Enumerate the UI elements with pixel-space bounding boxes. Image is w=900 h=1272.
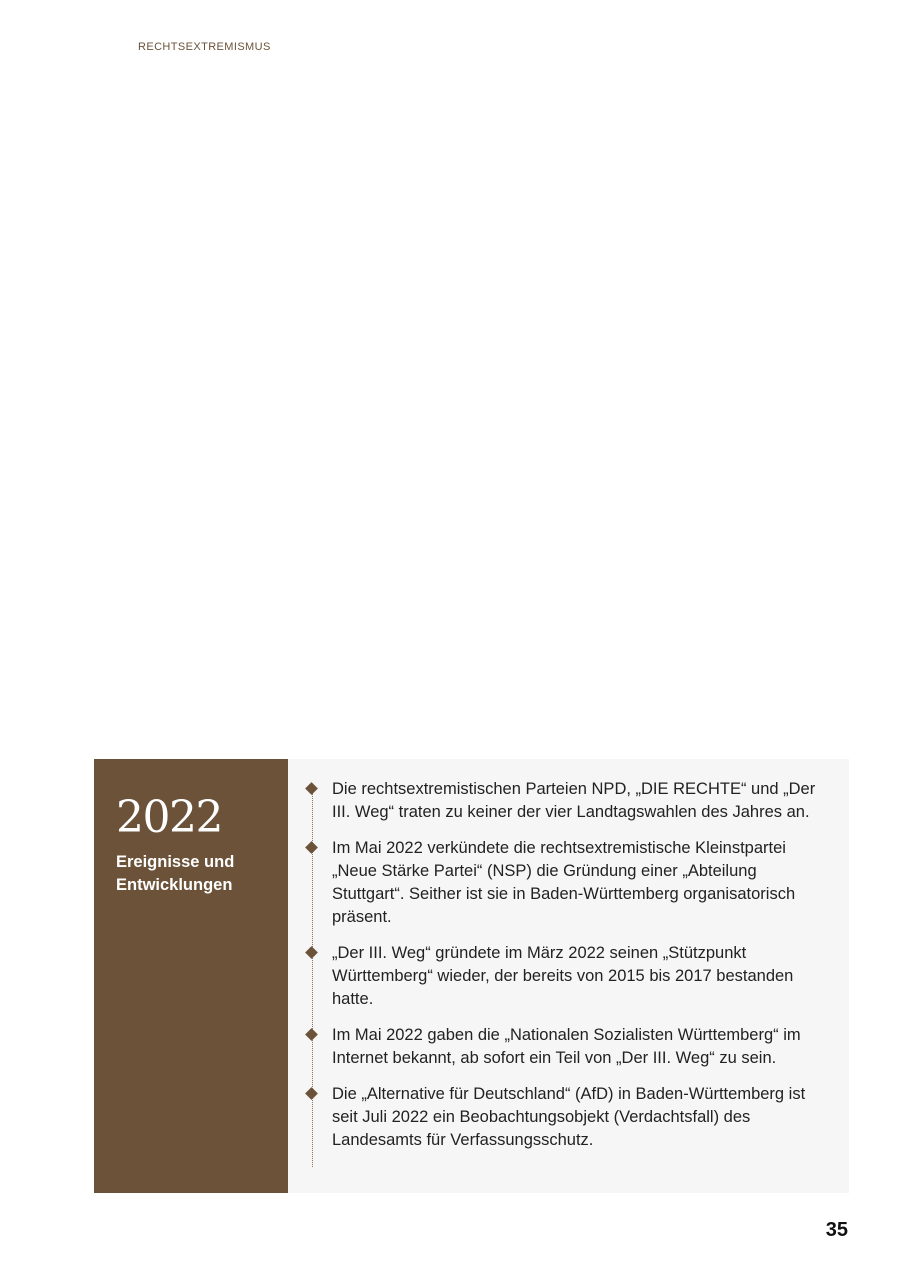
event-item <box>332 837 829 929</box>
event-item <box>332 942 829 1011</box>
event-text: Die „Alternative für Deutschland“ (AfD) in Baden-Württemberg ist seit Juli 2022 ein Beobachtungsobjekt (Verdachtsfall) des Landesamts für Verfassungsschutz. <box>332 1085 806 1149</box>
event-item <box>332 1024 829 1070</box>
panel-subtitle <box>116 851 288 897</box>
panel-sidebar <box>94 759 288 1193</box>
event-list <box>332 778 829 1152</box>
page-number: 35 <box>825 1219 848 1241</box>
diamond-bullet-icon <box>305 946 318 959</box>
diamond-bullet-icon <box>305 841 318 854</box>
diamond-bullet-icon <box>305 782 318 795</box>
panel-subtitle-line-2: Entwicklungen <box>116 876 233 894</box>
running-head: RECHTSEXTREMISMUS <box>138 41 271 53</box>
diamond-bullet-icon <box>305 1087 318 1100</box>
panel-subtitle-line-1: Ereignisse und <box>116 853 235 871</box>
event-text: Im Mai 2022 gaben die „Nationalen Sozialisten Württemberg“ im Internet bekannt, ab sofort ein Teil von „Der III. Weg“ zu sein. <box>332 1026 801 1067</box>
event-item <box>332 778 829 824</box>
event-text: Die rechtsextremistischen Parteien NPD, „DIE RECHTE“ und „Der III. Weg“ traten zu keiner der vier Landtagswahlen des Jahres an. <box>332 780 816 821</box>
event-text: Im Mai 2022 verkündete die rechtsextremistische Kleinstpartei „Neue Stärke Partei“ (NSP) die Gründung einer „Abteilung Stuttgart“. Seither ist sie in Baden-Württemberg organisatorisch präsent. <box>332 839 796 926</box>
diamond-bullet-icon <box>305 1028 318 1041</box>
panel-content <box>288 759 849 1193</box>
event-item <box>332 1083 829 1152</box>
event-text: „Der III. Weg“ gründete im März 2022 seinen „Stützpunkt Württemberg“ wieder, der bereits von 2015 bis 2017 bestanden hatte. <box>332 944 794 1008</box>
panel-year: 2022 <box>116 792 222 843</box>
events-panel <box>94 759 849 1193</box>
